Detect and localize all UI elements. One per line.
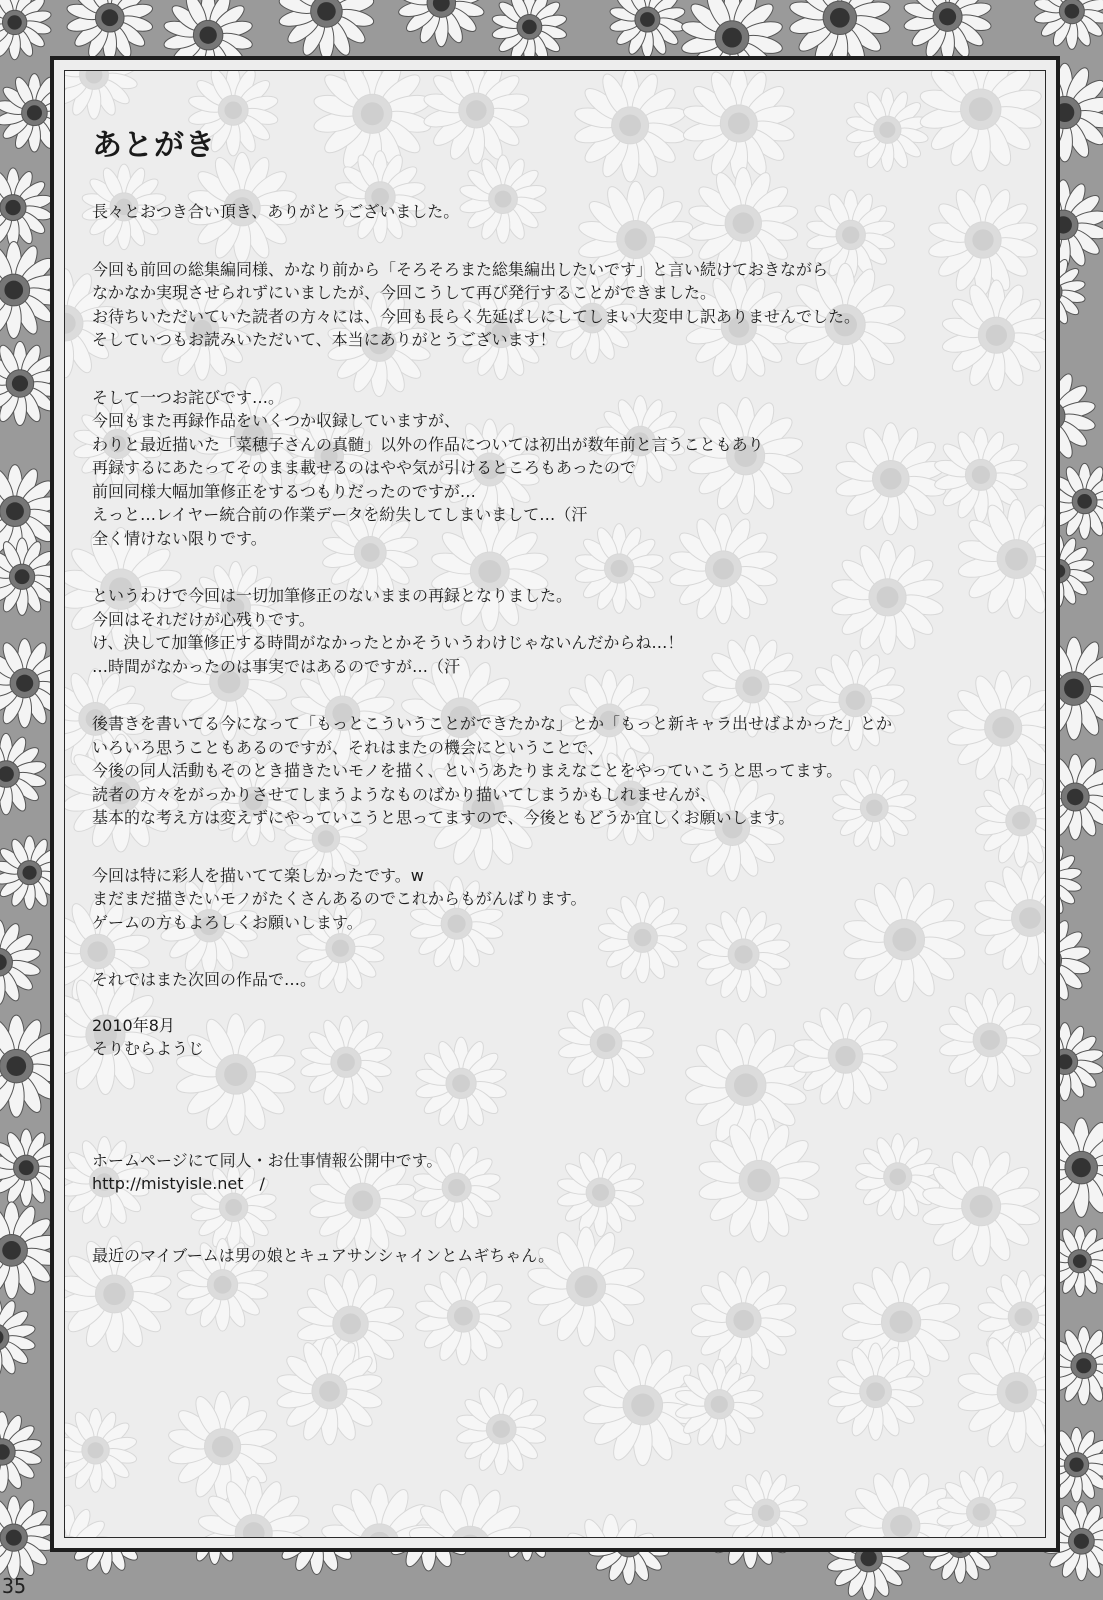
text-line: 再録するにあたってそのまま載せるのはやや気が引けるところもあったので <box>92 458 636 477</box>
afterword-title: あとがき <box>92 128 216 163</box>
sunflower-icon <box>65 71 139 119</box>
text-line: 今回は特に彩人を描いてて楽しかったです。w <box>92 865 424 885</box>
text-line: まだまだ描きたいモノがたくさんあるのでこれからもがんばります。 <box>92 889 587 908</box>
paragraph-rerecord <box>92 584 892 678</box>
sunflower-icon <box>0 1297 36 1378</box>
sunflower-icon <box>941 280 1045 391</box>
sunflower-icon <box>938 988 1042 1091</box>
paragraph-apology <box>92 386 892 551</box>
paragraph-boom <box>92 1244 892 1268</box>
text-line: …時間がなかったのは事実ではあるのですが…（汗 <box>92 656 461 676</box>
sunflower-icon <box>66 0 154 62</box>
text-line: 今後の同人活動もそのとき描きたいモノを描く、というあたりまえなことをやっていこうと思ってます。 <box>92 761 843 780</box>
sunflower-icon <box>0 733 47 814</box>
text-line: 読者の方々をがっかりさせてしまうようなものばかり描いてしまうかもしれませんが、 <box>92 784 717 804</box>
sunflower-icon <box>556 1514 664 1537</box>
text-line: 後書きを書いてる今になって「もっとこういうことができたかな」とか「もっと新キャラ出せばよかった」とか <box>92 714 893 733</box>
text-line: 最近のマイブームは男の娘とキュアサンシャインとムギちゃん。 <box>92 1245 555 1265</box>
homepage-block <box>92 1149 892 1196</box>
sunflower-icon <box>197 1476 311 1537</box>
sunflower-icon <box>278 0 376 60</box>
text-line: 長々とおつき合い頂き、ありがとうございました。 <box>92 202 460 221</box>
sunflower-icon <box>0 0 52 60</box>
sunflower-icon <box>397 0 485 47</box>
homepage-url: http://mistyisle.net / <box>92 1174 265 1193</box>
sunflower-icon <box>0 168 53 248</box>
text-line: 基本的な考え方は変えずにやっていこうと思ってますので、今後ともどうか宜しくお願いします。 <box>92 808 795 827</box>
text-line: 全く情けない限りです。 <box>92 528 267 548</box>
author-name: そりむらようじ <box>92 1039 205 1058</box>
sunflower-icon <box>921 1147 1042 1266</box>
paragraph-thanks <box>92 200 892 224</box>
text-line: 今回もまた再録作品をいくつか収録していますが、 <box>92 411 461 430</box>
sunflower-icon <box>167 1391 279 1502</box>
page-number: 35 <box>2 1574 27 1598</box>
text-line: け、決して加筆修正する時間がなかったとかそういうわけじゃないんだからね…！ <box>92 633 684 652</box>
paragraph-future <box>92 712 892 830</box>
text-line: 今回も前回の総集編同様、かなり前から「そろそろまた総集編出したいです」と言い続けておきながら <box>92 259 829 279</box>
paragraph-release <box>92 258 892 352</box>
afterword-content <box>92 120 892 1301</box>
sunflower-icon <box>1033 0 1103 49</box>
sunflower-icon <box>407 1484 533 1537</box>
sunflower-icon <box>65 1408 138 1492</box>
text-line: なかなか実現させられずにいましたが、今回こうして再び発行することができました。 <box>92 283 717 302</box>
sunflower-icon <box>974 774 1045 867</box>
sunflower-icon <box>957 500 1045 619</box>
sunflower-icon <box>0 920 41 1005</box>
text-line: そしていつもお読みいただいて、本当にありがとうございます！ <box>92 330 556 349</box>
sunflower-icon <box>723 1471 808 1537</box>
sunflower-icon <box>455 1384 547 1475</box>
sunflower-icon <box>936 1467 1027 1537</box>
text-line: 今回はそれだけが心残りです。 <box>92 609 315 629</box>
sunflower-icon <box>973 862 1045 975</box>
text-line: 前回同様大幅加筆修正をするつもりだったのですが… <box>92 481 476 501</box>
text-line: えっと…レイヤー統合前の作業データを紛失してしまいまして…（汗 <box>92 505 588 524</box>
text-line: それではまた次回の作品で…。 <box>92 970 317 989</box>
text-line: わりと最近描いた「菜穂子さんの真髄」以外の作品については初出が数年前と言うこともあり <box>92 434 764 454</box>
sunflower-icon <box>0 1412 43 1493</box>
date-line: 2010年8月 <box>92 1015 175 1035</box>
text-line: というわけで今回は一切加筆修正のないままの再録となりました。 <box>92 586 573 605</box>
sunflower-icon <box>0 1496 56 1579</box>
sunflower-icon <box>927 184 1039 295</box>
sunflower-icon <box>609 0 686 58</box>
paragraph-fun <box>92 864 892 935</box>
text-line: いろいろ思うこともあるのですが、それはまたの機会にということで、 <box>92 737 604 757</box>
signature-block <box>92 1014 892 1061</box>
sunflower-icon <box>65 1505 114 1537</box>
text-line: ホームページにて同人・お仕事情報公開中です。 <box>92 1150 443 1170</box>
text-line: そして一つお詫びです…。 <box>92 387 285 407</box>
sunflower-icon <box>918 71 1043 171</box>
paragraph-closing <box>92 968 892 992</box>
sunflower-icon <box>946 671 1045 785</box>
sunflower-icon <box>903 0 993 61</box>
sunflower-icon <box>956 1332 1045 1452</box>
text-line: ゲームの方もよろしくお願いします。 <box>92 912 363 932</box>
text-line: お待ちいただいていた読者の方々には、今回も長らく先延ばしにしてしまい大変申し訳ありませんでした。 <box>92 306 861 326</box>
